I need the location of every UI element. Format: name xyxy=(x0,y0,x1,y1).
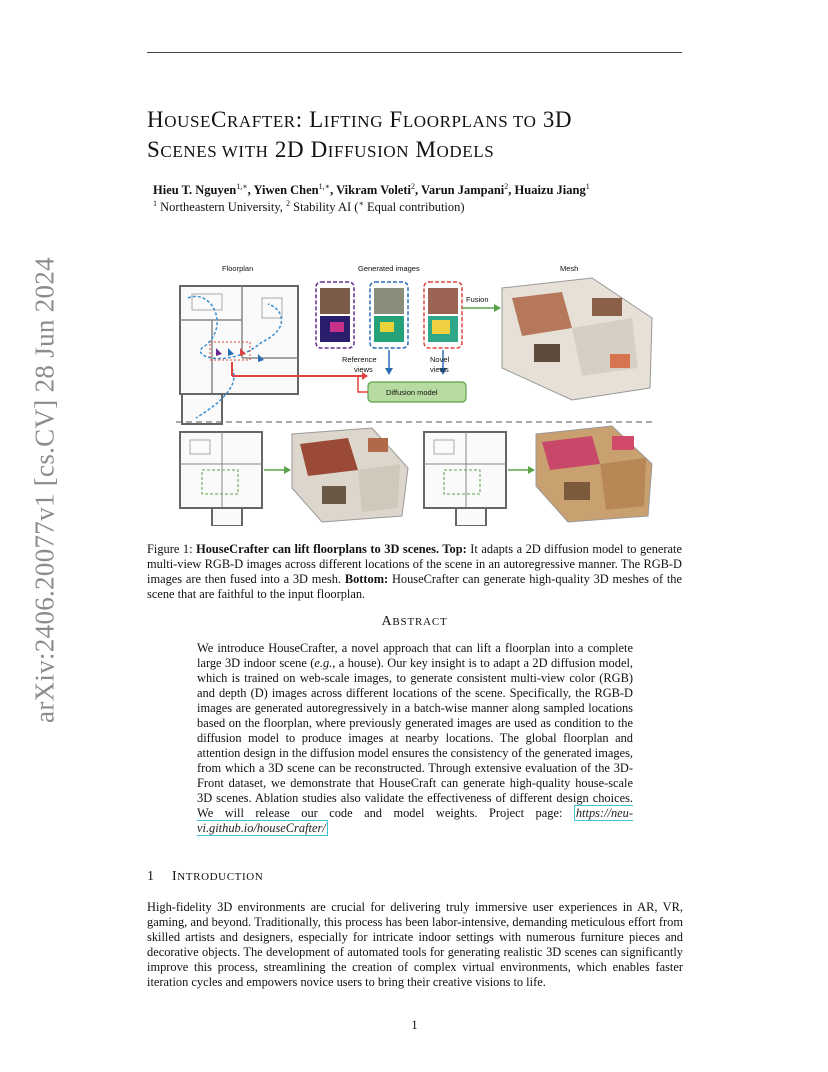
figure-caption: Figure 1: HouseCrafter can lift floorplans to 3D scenes. Top: It adapts a 2D diffusion model to generate multi-view RGB-D images across different locations of the scene in an autoregressive manner. The RGB-D images are then fused into a 3D mesh. Bottom: HouseCrafter can generate high-quality 3D meshes of the scene that are faithful to the input floorplan. xyxy=(147,542,682,601)
author: Hieu T. Nguyen xyxy=(153,183,237,198)
introduction-body: High-fidelity 3D environments are crucial for delivering truly immersive user experiences in AR, VR, gaming, and beyond. Traditionally, this process has been labor-intensive, demanding meticulous effort from skilled artists and designers, especially for intricate indoor settings with numerous furniture pieces and decorative objects. The development of automated tools for generating realistic 3D scenes can significantly improve this process, streamlining the creation of complex virtual environments, which enables faster iteration cycles and empowers novice users to bring their creative visions to life. xyxy=(147,900,683,989)
paper-title: HOUSECRAFTER: LIFTING FLOORPLANS TO 3D SCENES WITH 2D DIFFUSION MODELS xyxy=(147,107,573,162)
svg-text:views: views xyxy=(354,365,373,374)
arxiv-stamp: arXiv:2406.20077v1 [cs.CV] 28 Jun 2024 xyxy=(29,257,60,723)
page-number: 1 xyxy=(411,1018,418,1032)
generated-image-1 xyxy=(316,282,354,348)
abstract-body: We introduce HouseCrafter, a novel approach that can lift a floorplan into a complete large 3D indoor scene (e.g., a house). Our key insight is to adapt a 2D diffusion model, which is trained on web-scale images, to generate consistent multi-view color (RGB) and depth (D) images across different locations of the scene. Specifically, the RGB-D images are generated autoregressively in a batch-wise manner along sampled locations based on the floorplan, where previously generated images are used as condition to the diffusion model to produce images at nearby locations. The global floorplan and attention design in the diffusion model ensures the consistency of the generated images, from which a 3D scene can be reconstructed. Through extensive evaluation of the 3D-Front dataset, we demonstrate that HouseCraft can generate high-quality house-scale 3D scenes. Ablation studies also validate the effectiveness of different design choices. We will release our code and model weights. Project page: https://neu-vi.github.io/houseCrafter/ xyxy=(197,641,633,835)
generated-image-2 xyxy=(370,282,408,348)
floorplan-bottom-left xyxy=(180,432,262,526)
label-mesh: Mesh xyxy=(560,264,579,273)
mesh-bottom-left xyxy=(292,428,408,522)
affiliations: $^1$ Northeastern University, $^2$ Stability AI (∗ Equal contribution) xyxy=(153,199,465,215)
abstract-heading: ABSTRACT xyxy=(381,614,448,629)
section-heading-introduction: 1 INTRODUCTION xyxy=(147,869,264,884)
mesh-bottom-right xyxy=(536,426,652,522)
author: Varun Jampani xyxy=(421,183,505,198)
label-novel-views: Novel xyxy=(430,355,450,364)
label-fusion: Fusion xyxy=(466,295,489,304)
author: Huaizu Jiang xyxy=(514,183,586,198)
svg-text:views: views xyxy=(430,365,449,374)
label-generated-images: Generated images xyxy=(358,264,420,273)
project-page-link[interactable]: https://neu-vi.github.io/houseCrafter/ xyxy=(197,806,633,835)
author: Vikram Voleti xyxy=(336,183,411,198)
label-reference-views: Reference xyxy=(342,355,377,364)
label-diffusion-model: Diffusion model xyxy=(386,388,438,397)
generated-image-3 xyxy=(424,282,462,348)
label-floorplan: Floorplan xyxy=(222,264,254,273)
figure-illustration xyxy=(172,258,656,526)
author: Yiwen Chen xyxy=(253,183,319,198)
top-rule xyxy=(147,52,682,53)
mesh-top xyxy=(502,278,652,400)
author-list: Hieu T. Nguyen$^{1,∗}$, Yiwen Chen$^{1,∗}$, Vikram Voleti$^2$, Varun Jampani$^2$, Huaizu Jiang$^1$ xyxy=(153,182,590,198)
floorplan-bottom-right xyxy=(424,432,506,526)
figure-1 xyxy=(172,258,656,526)
